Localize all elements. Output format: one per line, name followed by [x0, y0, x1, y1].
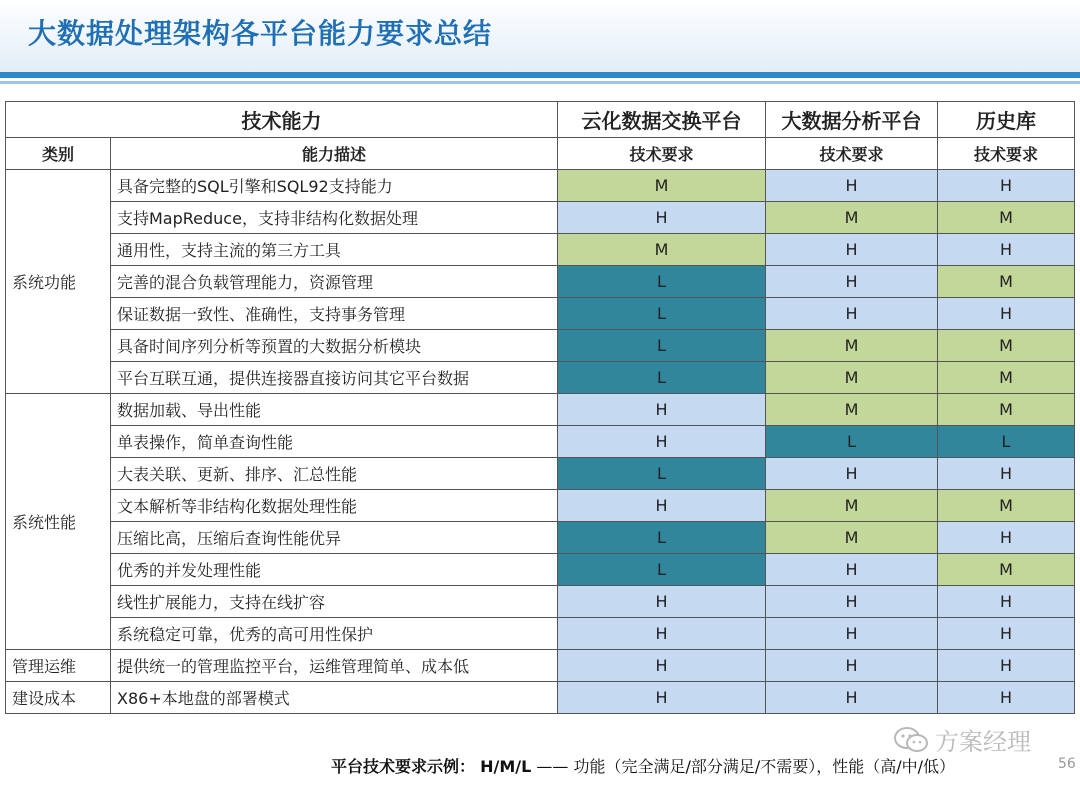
legend-explanation: —— 功能（完全满足/部分满足/不需要），性能（高/中/低） — [536, 757, 956, 776]
requirement-cell-history: H — [938, 298, 1075, 330]
requirement-cell-history: M — [938, 330, 1075, 362]
header-requirement: 技术要求 — [766, 138, 938, 170]
watermark — [893, 722, 1031, 757]
requirement-cell-exchange: H — [558, 618, 766, 650]
requirement-cell-analytics: M — [766, 202, 938, 234]
capability-cell: X86+本地盘的部署模式 — [111, 682, 558, 714]
requirement-cell-analytics: H — [766, 266, 938, 298]
capability-cell: 平台互联互通，提供连接器直接访问其它平台数据 — [111, 362, 558, 394]
capability-cell: 优秀的并发处理性能 — [111, 554, 558, 586]
requirement-cell-analytics: M — [766, 490, 938, 522]
requirement-cell-exchange: H — [558, 650, 766, 682]
capability-cell: 通用性，支持主流的第三方工具 — [111, 234, 558, 266]
requirement-cell-history: M — [938, 554, 1075, 586]
requirement-cell-exchange: H — [558, 426, 766, 458]
requirement-cell-history: H — [938, 522, 1075, 554]
table-row — [6, 490, 1075, 522]
capability-cell: 具备时间序列分析等预置的大数据分析模块 — [111, 330, 558, 362]
capability-cell: 大表关联、更新、排序、汇总性能 — [111, 458, 558, 490]
header-requirement: 技术要求 — [938, 138, 1075, 170]
table-header-row — [6, 102, 1075, 138]
table-subheader-row — [6, 138, 1075, 170]
header-description: 能力描述 — [111, 138, 558, 170]
requirement-cell-history: M — [938, 202, 1075, 234]
table-row — [6, 618, 1075, 650]
requirement-cell-history: M — [938, 266, 1075, 298]
capability-cell: 线性扩展能力，支持在线扩容 — [111, 586, 558, 618]
header-requirement: 技术要求 — [558, 138, 766, 170]
requirement-cell-exchange: L — [558, 298, 766, 330]
requirement-cell-exchange: H — [558, 490, 766, 522]
requirement-cell-exchange: L — [558, 522, 766, 554]
category-cell: 系统功能 — [6, 170, 111, 394]
capability-cell: 数据加载、导出性能 — [111, 394, 558, 426]
table-row — [6, 522, 1075, 554]
capability-cell: 具备完整的SQL引擎和SQL92支持能力 — [111, 170, 558, 202]
table-row — [6, 650, 1075, 682]
capability-cell: 文本解析等非结构化数据处理性能 — [111, 490, 558, 522]
requirement-cell-analytics: H — [766, 298, 938, 330]
requirement-cell-analytics: M — [766, 362, 938, 394]
requirement-cell-history: H — [938, 170, 1075, 202]
requirement-cell-exchange: L — [558, 330, 766, 362]
wechat-icon — [893, 726, 929, 754]
requirement-cell-exchange: H — [558, 202, 766, 234]
legend-label: 平台技术要求示例： — [331, 757, 476, 776]
requirement-cell-history: H — [938, 650, 1075, 682]
requirement-cell-history: H — [938, 234, 1075, 266]
requirements-table — [5, 101, 1075, 714]
legend-codes: H/M/L — [480, 757, 532, 776]
header-divider — [0, 72, 1080, 78]
capability-cell: 提供统一的管理监控平台，运维管理简单、成本低 — [111, 650, 558, 682]
requirement-cell-analytics: M — [766, 394, 938, 426]
header-category: 类别 — [6, 138, 111, 170]
requirement-cell-analytics: H — [766, 650, 938, 682]
requirement-cell-history: M — [938, 394, 1075, 426]
requirement-cell-exchange: L — [558, 458, 766, 490]
table-row — [6, 362, 1075, 394]
table-row — [6, 586, 1075, 618]
table-row — [6, 170, 1075, 202]
requirement-cell-analytics: L — [766, 426, 938, 458]
requirement-cell-exchange: L — [558, 554, 766, 586]
requirement-cell-exchange: H — [558, 682, 766, 714]
header-capability: 技术能力 — [6, 102, 558, 138]
requirement-cell-analytics: H — [766, 586, 938, 618]
page-title: 大数据处理架构各平台能力要求总结 — [28, 17, 493, 50]
requirement-cell-analytics: M — [766, 522, 938, 554]
header-platform-analytics: 大数据分析平台 — [766, 102, 938, 138]
requirement-cell-analytics: H — [766, 618, 938, 650]
requirement-cell-exchange: H — [558, 394, 766, 426]
header-platform-history: 历史库 — [938, 102, 1075, 138]
legend-note — [331, 754, 955, 777]
requirement-cell-history: H — [938, 586, 1075, 618]
table-row — [6, 202, 1075, 234]
requirement-cell-exchange: M — [558, 170, 766, 202]
requirement-cell-analytics: H — [766, 682, 938, 714]
requirement-cell-history: L — [938, 426, 1075, 458]
capability-cell: 单表操作，简单查询性能 — [111, 426, 558, 458]
requirement-cell-exchange: L — [558, 266, 766, 298]
table-row — [6, 426, 1075, 458]
table-row — [6, 458, 1075, 490]
table-row — [6, 394, 1075, 426]
capability-cell: 支持MapReduce，支持非结构化数据处理 — [111, 202, 558, 234]
table-row — [6, 330, 1075, 362]
requirement-cell-history: H — [938, 618, 1075, 650]
header-divider-thin — [0, 81, 1080, 84]
requirement-cell-analytics: H — [766, 170, 938, 202]
requirement-cell-history: M — [938, 490, 1075, 522]
table-row — [6, 298, 1075, 330]
page-number: 56 — [1058, 756, 1076, 772]
requirement-cell-analytics: M — [766, 330, 938, 362]
requirement-cell-exchange: L — [558, 362, 766, 394]
requirement-cell-history: M — [938, 362, 1075, 394]
header-platform-exchange: 云化数据交换平台 — [558, 102, 766, 138]
category-cell: 系统性能 — [6, 394, 111, 650]
capability-cell: 完善的混合负载管理能力，资源管理 — [111, 266, 558, 298]
table-row — [6, 682, 1075, 714]
table-row — [6, 554, 1075, 586]
capability-cell: 系统稳定可靠，优秀的高可用性保护 — [111, 618, 558, 650]
requirement-cell-history: H — [938, 458, 1075, 490]
table-row — [6, 266, 1075, 298]
table-row — [6, 234, 1075, 266]
category-cell: 建设成本 — [6, 682, 111, 714]
watermark-text: 方案经理 — [935, 728, 1031, 756]
requirement-cell-analytics: H — [766, 234, 938, 266]
requirement-cell-analytics: H — [766, 554, 938, 586]
slide-header — [0, 0, 1080, 72]
requirement-cell-analytics: H — [766, 458, 938, 490]
capability-cell: 压缩比高，压缩后查询性能优异 — [111, 522, 558, 554]
requirement-cell-history: H — [938, 682, 1075, 714]
requirement-cell-exchange: M — [558, 234, 766, 266]
capability-cell: 保证数据一致性、准确性，支持事务管理 — [111, 298, 558, 330]
requirement-cell-exchange: H — [558, 586, 766, 618]
category-cell: 管理运维 — [6, 650, 111, 682]
